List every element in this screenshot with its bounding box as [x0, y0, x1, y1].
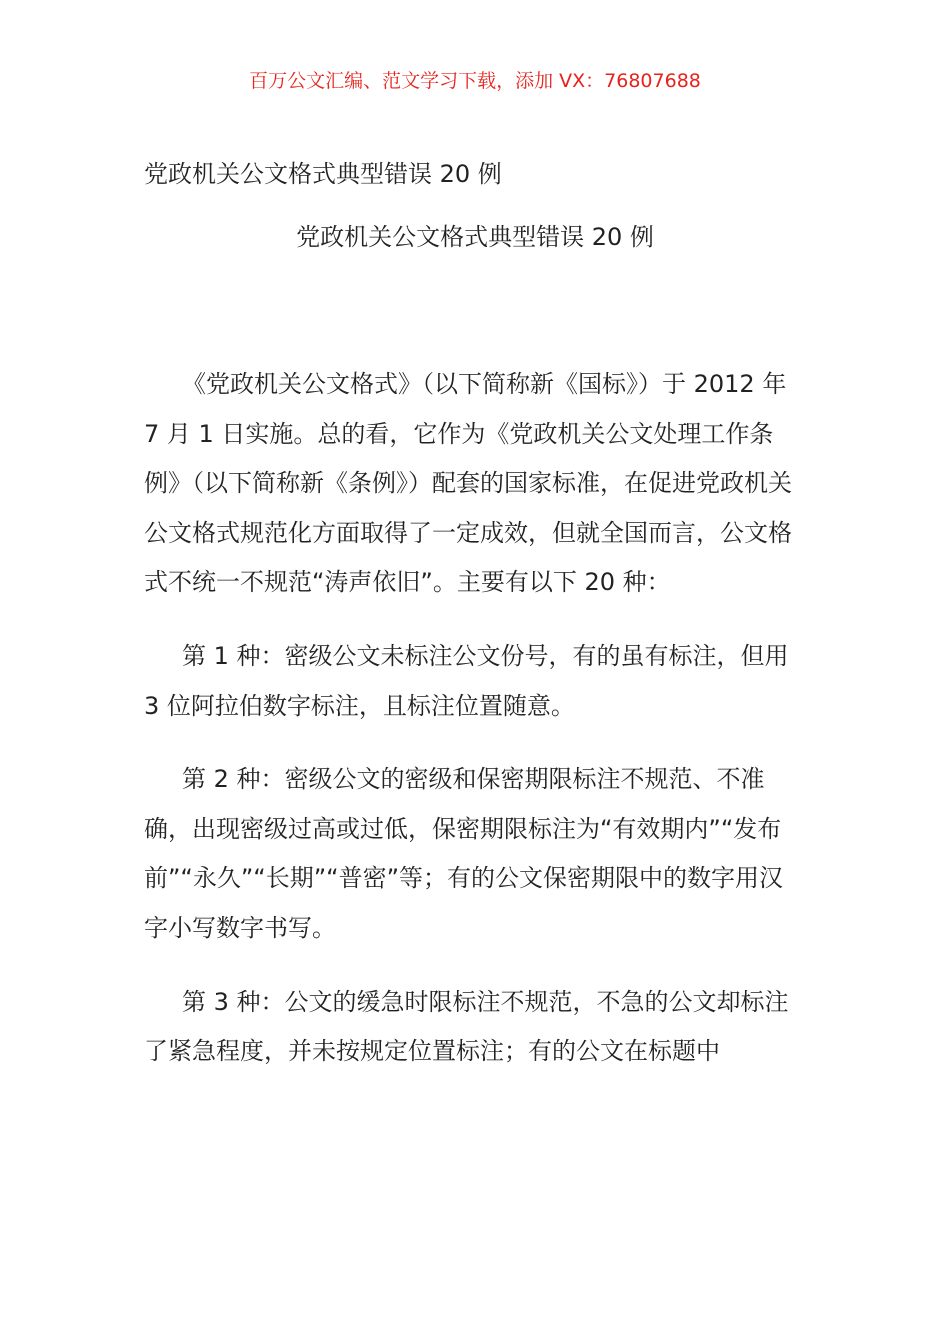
header-banner: 百万公文汇编、范文学习下载，添加 VX：76807688 — [249, 70, 701, 92]
paragraph-item-2: 第 2 种：密级公文的密级和保密期限标注不规范、不准确，出现密级过高或过低，保密期限标注为“有效期内”“发布前”“永久”“长期”“普密”等；有的公文保密期限中的数字用汉字小写数字书写。 — [144, 765, 784, 942]
paragraph-item-1: 第 1 种：密级公文未标注公文份号，有的虽有标注，但用 3 位阿拉伯数字标注，且标注位置随意。 — [144, 641, 789, 720]
document-body — [144, 360, 806, 1101]
paragraph-intro: 《党政机关公文格式》（以下简称新《国标》）于 2012 年 7 月 1 日实施。总的看，它作为《党政机关公文处理工作条例》（以下简称新《条例》）配套的国家标准，在促进党政机关公文格式规范化方面取得了一定成效，但就全国而言，公文格式不统一不规范“涛声依旧”。主要有以下 20 种： — [144, 370, 792, 597]
document-title: 党政机关公文格式典型错误 20 例 — [144, 160, 502, 188]
paragraph-item-3: 第 3 种：公文的缓急时限标注不规范，不急的公文却标注了紧急程度，并未按规定位置标注；有的公文在标题中 — [144, 987, 789, 1066]
document-subtitle-centered: 党政机关公文格式典型错误 20 例 — [296, 223, 654, 251]
